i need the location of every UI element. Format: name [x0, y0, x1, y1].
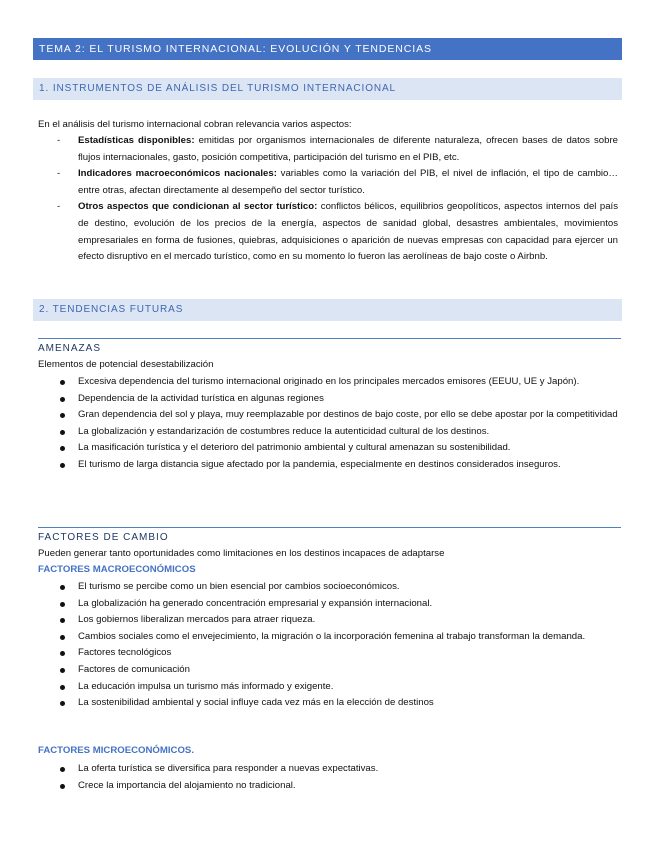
list-item: [38, 407, 618, 424]
bullet-icon: [60, 397, 65, 402]
item-text: La oferta turística se diversifica para responder a nuevas expectativas.: [78, 763, 379, 774]
item-term: Indicadores macroeconómicos nacionales:: [78, 168, 277, 180]
list-item: [38, 629, 618, 646]
list-item: [38, 579, 618, 596]
micro-heading: FACTORES MICROECONÓMICOS.: [38, 745, 194, 756]
item-text: La globalización ha generado concentración empresarial y expansión internacional.: [78, 597, 433, 609]
macro-heading: [38, 562, 196, 578]
dash-marker: -: [57, 168, 61, 180]
bullet-icon: [60, 668, 65, 673]
bullet-icon: [60, 618, 65, 623]
list-item: [38, 596, 618, 613]
list-item: [38, 424, 618, 441]
bullet-icon: [60, 463, 65, 468]
section-1-heading: 1. INSTRUMENTOS DE ANÁLISIS DEL TURISMO INTERNACIONAL: [33, 78, 622, 100]
amenazas-intro: Elementos de potencial desestabilización: [38, 359, 214, 370]
item-text: conflictos bélicos, equilibrios geopolíticos, aspectos internos del país de destino, evolución de los precios de la energía, aspectos de sanidad global, desastres ambientales, movimientos empresariales en forma de fusiones, quiebras, adquisiciones o aparición de nuevas empresas con capacidad para ejercer un efecto disruptivo en el mercado turístico, como en su momento lo fueron las aerolíneas de bajo coste o Airbnb.: [78, 201, 618, 263]
macro-heading-text: FACTORES MACROECONÓMICOS: [38, 564, 196, 575]
micro-list: [38, 761, 618, 794]
bullet-icon: [60, 767, 65, 772]
list-item: [38, 457, 618, 474]
item-text: Dependencia de la actividad turística en algunas regiones: [78, 392, 324, 404]
item-text: La globalización y estandarización de costumbres reduce la autenticidad cultural de los destinos.: [78, 425, 490, 437]
list-item: [38, 645, 618, 662]
item-text: Los gobiernos liberalizan mercados para atraer riqueza.: [78, 614, 316, 626]
bullet-icon: [60, 602, 65, 607]
list-item: [38, 695, 618, 712]
document-title: TEMA 2: EL TURISMO INTERNACIONAL: EVOLUCIÓN Y TENDENCIAS: [33, 38, 622, 60]
amenazas-heading: AMENAZAS: [38, 338, 621, 355]
list-item: [38, 662, 618, 679]
list-item: [38, 778, 618, 795]
list-item: [38, 133, 618, 166]
list-item: [38, 374, 618, 391]
bullet-icon: [60, 635, 65, 640]
dash-marker: -: [57, 201, 61, 213]
macro-list: [38, 579, 618, 712]
item-text: Factores tecnológicos: [78, 647, 172, 659]
list-item: [38, 166, 618, 199]
item-text: Crece la importancia del alojamiento no tradicional.: [78, 779, 296, 791]
list-item: [38, 199, 618, 265]
bullet-icon: [60, 651, 65, 656]
item-text: La masificación turística y el deterioro del patrimonio ambiental y cultural amenazan su sostenibilidad.: [78, 442, 511, 454]
section-1-intro: En el análisis del turismo internacional cobran relevancia varios aspectos:: [38, 119, 352, 130]
bullet-icon: [60, 701, 65, 706]
dash-marker: -: [57, 135, 61, 146]
bullet-icon: [60, 380, 65, 385]
item-text: Cambios sociales como el envejecimiento, la migración o la incorporación femenina al trabajo transforman la demanda.: [78, 630, 586, 642]
section-2-heading: 2. TENDENCIAS FUTURAS: [33, 299, 622, 321]
item-text: Factores de comunicación: [78, 663, 190, 675]
item-term: Otros aspectos que condicionan al sector turístico:: [78, 201, 318, 213]
section-1-list: [38, 133, 618, 266]
list-item: [38, 612, 618, 629]
bullet-icon: [60, 585, 65, 590]
bullet-icon: [60, 685, 65, 690]
item-text: variables como la variación del PIB, el nivel de inflación, el tipo de cambio…entre otras, afectan directamente al desempeño del sector turístico.: [78, 168, 618, 196]
bullet-icon: [60, 446, 65, 451]
factores-intro: Pueden generar tanto oportunidades como limitaciones en los destinos incapaces de adaptarse: [38, 548, 445, 559]
item-text: La educación impulsa un turismo más informado y exigente.: [78, 680, 334, 692]
amenazas-list: [38, 374, 618, 474]
list-item: [38, 440, 618, 457]
item-text: El turismo se percibe como un bien esencial por cambios socioeconómicos.: [78, 581, 400, 592]
bullet-icon: [60, 784, 65, 789]
item-text: emitidas por organismos internacionales de diferente naturaleza, ofrecen bases de datos sobre flujos internacionales, gasto, posición competitiva, participación del turismo en el PIB, etc.: [78, 135, 618, 163]
item-text: Excesiva dependencia del turismo internacional originado en los principales mercados emisores (EEUU, UE y Japón).: [78, 376, 580, 387]
item-text: La sostenibilidad ambiental y social influye cada vez más en la elección de destinos: [78, 697, 434, 709]
bullet-icon: [60, 430, 65, 435]
bullet-icon: [60, 413, 65, 418]
list-item: [38, 391, 618, 408]
item-term: Estadísticas disponibles:: [78, 135, 195, 146]
factores-heading: FACTORES DE CAMBIO: [38, 527, 621, 544]
list-item: [38, 679, 618, 696]
list-item: [38, 761, 618, 778]
item-text: Gran dependencia del sol y playa, muy reemplazable por destinos de bajo coste, por ello se debe apostar por la competitividad: [78, 409, 618, 421]
item-text: El turismo de larga distancia sigue afectado por la pandemia, especialmente en destinos considerados inseguros.: [78, 458, 561, 470]
